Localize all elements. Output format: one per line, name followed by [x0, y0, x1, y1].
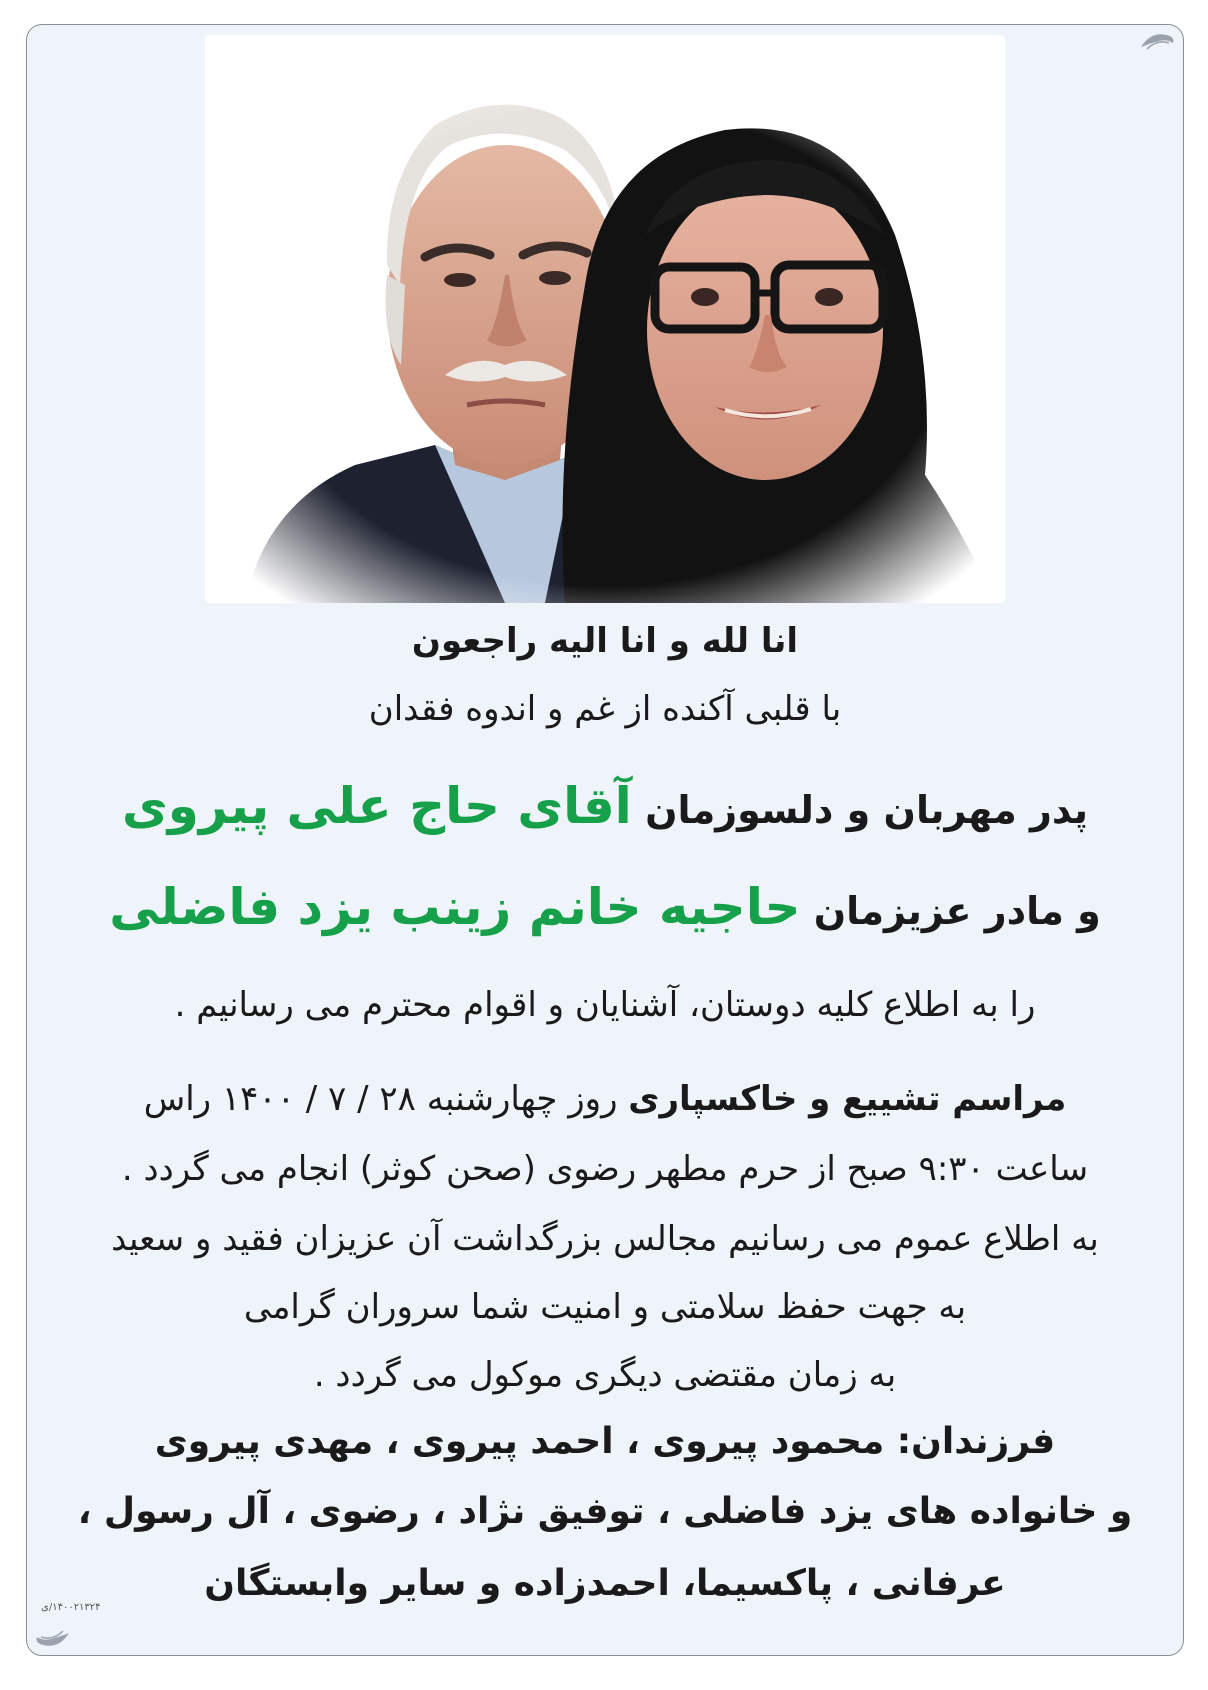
corner-ornament-icon [1137, 27, 1177, 53]
families-line-1: و خانواده های یزد فاضلی ، توفیق نژاد ، رضوی ، آل رسول ، [77, 1491, 1133, 1532]
ceremony-line-1 [27, 1079, 1183, 1119]
ad-code: ۱۴۰۰۲۱۳۲۴/ی [41, 1602, 101, 1613]
memorial-line-1: به اطلاع عموم می رسانیم مجالس بزرگداشت آن عزیزان فقید و سعید [111, 1219, 1099, 1259]
mother-line [27, 878, 1183, 936]
intro-line: با قلبی آکنده از غم و اندوه فقدان [368, 689, 842, 729]
ceremony-date: روز چهارشنبه ۲۸ / ۷ / ۱۴۰۰ راس [143, 1079, 618, 1119]
father-prefix: پدر مهربان و دلسوزمان [645, 788, 1089, 832]
notice-frame [26, 24, 1184, 1656]
father-line [27, 777, 1183, 835]
inform-line: را به اطلاع کلیه دوستان، آشنایان و اقوام محترم می رسانیم . [174, 985, 1036, 1025]
mother-prefix: و مادر عزیزمان [813, 889, 1101, 933]
father-name: آقای حاج علی پیروی [121, 777, 632, 835]
ceremony-line-2: ساعت ۹:۳۰ صبح از حرم مطهر رضوی (صحن کوثر) انجام می گردد . [121, 1149, 1089, 1189]
memorial-line-2: به جهت حفظ سلامتی و امنیت شما سروران گرامی [243, 1287, 967, 1327]
mother-name: حاجیه خانم زینب یزد فاضلی [109, 878, 801, 936]
families-line-2: عرفانی ، پاکسیما، احمدزاده و سایر وابستگان [204, 1563, 1006, 1604]
corner-ornament-icon [33, 1627, 73, 1653]
children-line: فرزندان: محمود پیروی ، احمد پیروی ، مهدی پیروی [154, 1421, 1056, 1462]
portrait-photo [205, 35, 1005, 603]
memorial-line-3: به زمان مقتضی دیگری موکول می گردد . [313, 1355, 897, 1395]
verse-title: انا لله و انا الیه راجعون [411, 621, 799, 661]
ceremony-title: مراسم تشییع و خاکسپاری [628, 1079, 1067, 1119]
